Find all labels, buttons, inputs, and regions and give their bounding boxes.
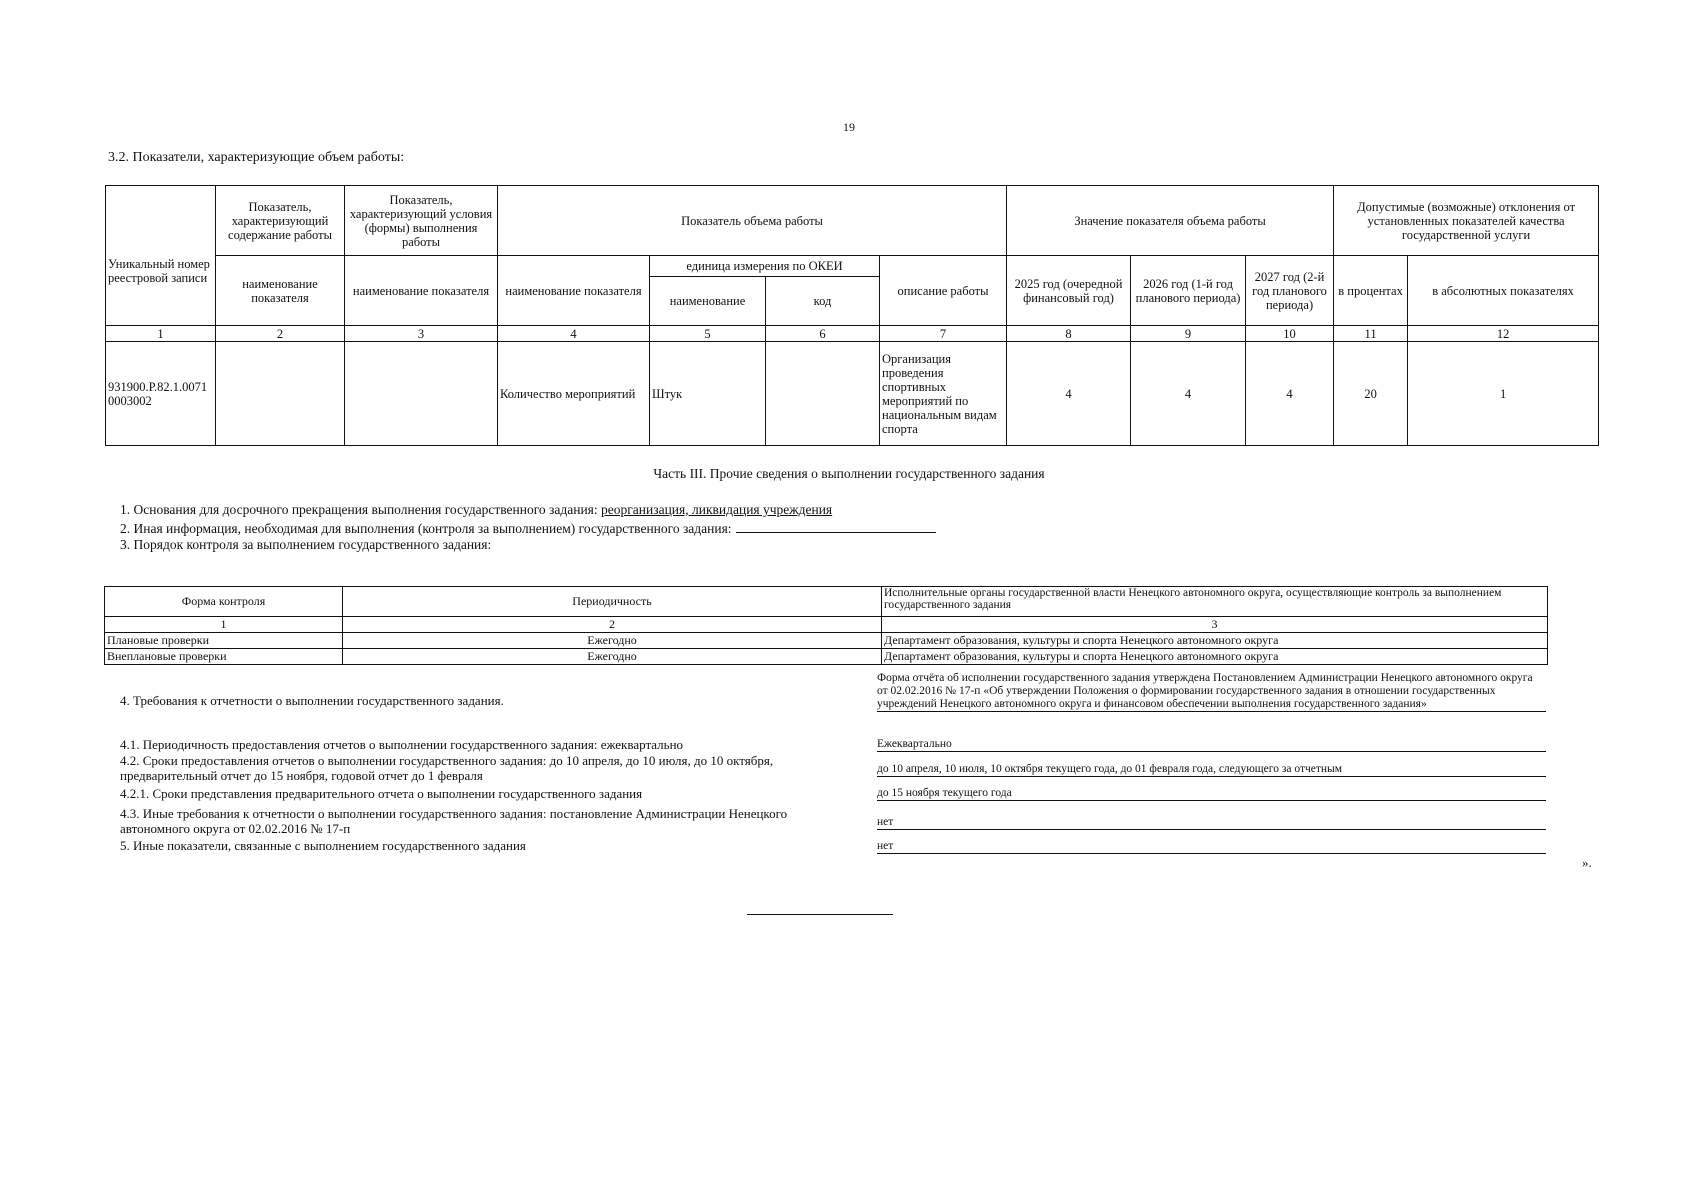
- closing-quote: ».: [1582, 855, 1592, 870]
- col-number: 9: [1131, 326, 1246, 342]
- col-number: 8: [1007, 326, 1131, 342]
- col-number: 7: [880, 326, 1007, 342]
- cell-indicator: Количество мероприятий: [498, 342, 650, 446]
- item-2: [120, 520, 936, 537]
- table-row: [106, 342, 1599, 446]
- table-row: [105, 633, 1548, 649]
- req-4-value: Форма отчёта об исполнении государственного задания утверждена Постановлением Администрации Ненецкого автономного округа от 02.02.2016 № 17-п «Об утверждении Положения о формировании государственного задания в отношении государственных учреждений Ненецкого автономного округа и финансовом обеспечении выполнения государственного задания»: [877, 672, 1546, 712]
- cell-deviation-absolute: 1: [1408, 342, 1599, 446]
- req-4-3-value: нет: [877, 816, 1546, 830]
- req-5-label: 5. Иные показатели, связанные с выполнением государственного задания: [120, 838, 526, 853]
- cell-control-body: Департамент образования, культуры и спорта Ненецкого автономного округа: [882, 633, 1548, 649]
- req-4-label: 4. Требования к отчетности о выполнении государственного задания.: [120, 693, 504, 708]
- cell-value-2027: 4: [1246, 342, 1334, 446]
- header-okei-code: код: [766, 277, 880, 326]
- col-number: 2: [216, 326, 345, 342]
- item-2-blank-line: [736, 520, 936, 533]
- header-control-form: Форма контроля: [105, 587, 343, 617]
- header-unique-number: Уникальный номер реестровой записи: [106, 186, 216, 326]
- req-4-2-1-value: до 15 ноября текущего года: [877, 787, 1546, 801]
- item-1-label: 1. Основания для досрочного прекращения выполнения государственного задания:: [120, 502, 598, 517]
- cell-control-body: Департамент образования, культуры и спорта Ненецкого автономного округа: [882, 649, 1548, 665]
- req-4-1-value: Ежеквартально: [877, 738, 1546, 752]
- req-4-2-value: до 10 апреля, 10 июля, 10 октября текущего года, до 01 февраля года, следующего за отчетным: [877, 763, 1546, 777]
- col-number: 3: [882, 617, 1548, 633]
- cell-unit-code: [766, 342, 880, 446]
- req-4-2-1-label: 4.2.1. Сроки представления предварительного отчета о выполнении государственного задания: [120, 786, 643, 801]
- req-5-value: нет: [877, 840, 1546, 854]
- header-periodicity: Периодичность: [343, 587, 882, 617]
- header-year-2026: 2026 год (1-й год планового периода): [1131, 256, 1246, 326]
- header-control-bodies: Исполнительные органы государственной власти Ненецкого автономного округа, осуществляющие контроль за выполнением государственного задания: [882, 587, 1548, 617]
- col-number: 5: [650, 326, 766, 342]
- col-number: 4: [498, 326, 650, 342]
- section-3-2-title: 3.2. Показатели, характеризующие объем работы:: [108, 150, 405, 165]
- cell-work-description: Организация проведения спортивных мероприятий по национальным видам спорта: [880, 342, 1007, 446]
- cell-registry-number: 931900.Р.82.1.0071 0003002: [106, 342, 216, 446]
- item-1: [120, 502, 832, 518]
- item-1-value: реорганизация, ликвидация учреждения: [601, 502, 833, 517]
- req-4-3-label: 4.3. Иные требования к отчетности о выполнении государственного задания: постановление Администрации Ненецкого автономного округа от 02.02.2016 № 17-п: [120, 806, 788, 836]
- header-deviation: Допустимые (возможные) отклонения от установленных показателей качества государственной услуги: [1334, 186, 1599, 256]
- cell-value-2025: 4: [1007, 342, 1131, 446]
- col-number: 1: [106, 326, 216, 342]
- control-table: [104, 586, 1548, 665]
- header-okei-unit: единица измерения по ОКЕИ: [650, 256, 880, 277]
- item-2-label: 2. Иная информация, необходимая для выполнения (контроля за выполнением) государственного задания:: [120, 521, 732, 536]
- cell-content: [216, 342, 345, 446]
- header-okei-name: наименование: [650, 277, 766, 326]
- header-volume-value: Значение показателя объема работы: [1007, 186, 1334, 256]
- cell-control-form: Внеплановые проверки: [105, 649, 343, 665]
- cell-conditions: [345, 342, 498, 446]
- req-4-1-label: 4.1. Периодичность предоставления отчетов о выполнении государственного задания: ежеквартально: [120, 737, 684, 752]
- header-content-indicator: Показатель, характеризующий содержание работы: [216, 186, 345, 256]
- bottom-divider: [747, 914, 893, 915]
- cell-control-form: Плановые проверки: [105, 633, 343, 649]
- header-name-indicator: наименование показателя: [498, 256, 650, 326]
- header-conditions-indicator: Показатель, характеризующий условия (формы) выполнения работы: [345, 186, 498, 256]
- header-work-description: описание работы: [880, 256, 1007, 326]
- col-number: 3: [345, 326, 498, 342]
- col-number: 6: [766, 326, 880, 342]
- header-volume-indicator: Показатель объема работы: [498, 186, 1007, 256]
- header-year-2027: 2027 год (2-й год планового периода): [1246, 256, 1334, 326]
- header-absolute: в абсолютных показателях: [1408, 256, 1599, 326]
- page-number: 19: [843, 120, 855, 134]
- part-3-title: Часть III. Прочие сведения о выполнении государственного задания: [653, 466, 1045, 481]
- work-volume-table: [105, 185, 1599, 446]
- col-number: 11: [1334, 326, 1408, 342]
- col-number: 10: [1246, 326, 1334, 342]
- cell-deviation-percent: 20: [1334, 342, 1408, 446]
- col-number: 2: [343, 617, 882, 633]
- cell-unit-name: Штук: [650, 342, 766, 446]
- header-percent: в процентах: [1334, 256, 1408, 326]
- table-row: [105, 649, 1548, 665]
- header-name-indicator: наименование показателя: [345, 256, 498, 326]
- col-number: 12: [1408, 326, 1599, 342]
- cell-value-2026: 4: [1131, 342, 1246, 446]
- cell-periodicity: Ежегодно: [343, 633, 882, 649]
- header-year-2025: 2025 год (очередной финансовый год): [1007, 256, 1131, 326]
- cell-periodicity: Ежегодно: [343, 649, 882, 665]
- col-number: 1: [105, 617, 343, 633]
- header-name-indicator: наименование показателя: [216, 256, 345, 326]
- req-4-2-label: 4.2. Сроки предоставления отчетов о выполнении государственного задания: до 10 апреля, до 10 июля, до 10 октября, предварительный отчет до 15 ноября, годовой отчет до 1 февраля: [120, 753, 774, 783]
- item-3-label: 3. Порядок контроля за выполнением государственного задания:: [120, 537, 492, 552]
